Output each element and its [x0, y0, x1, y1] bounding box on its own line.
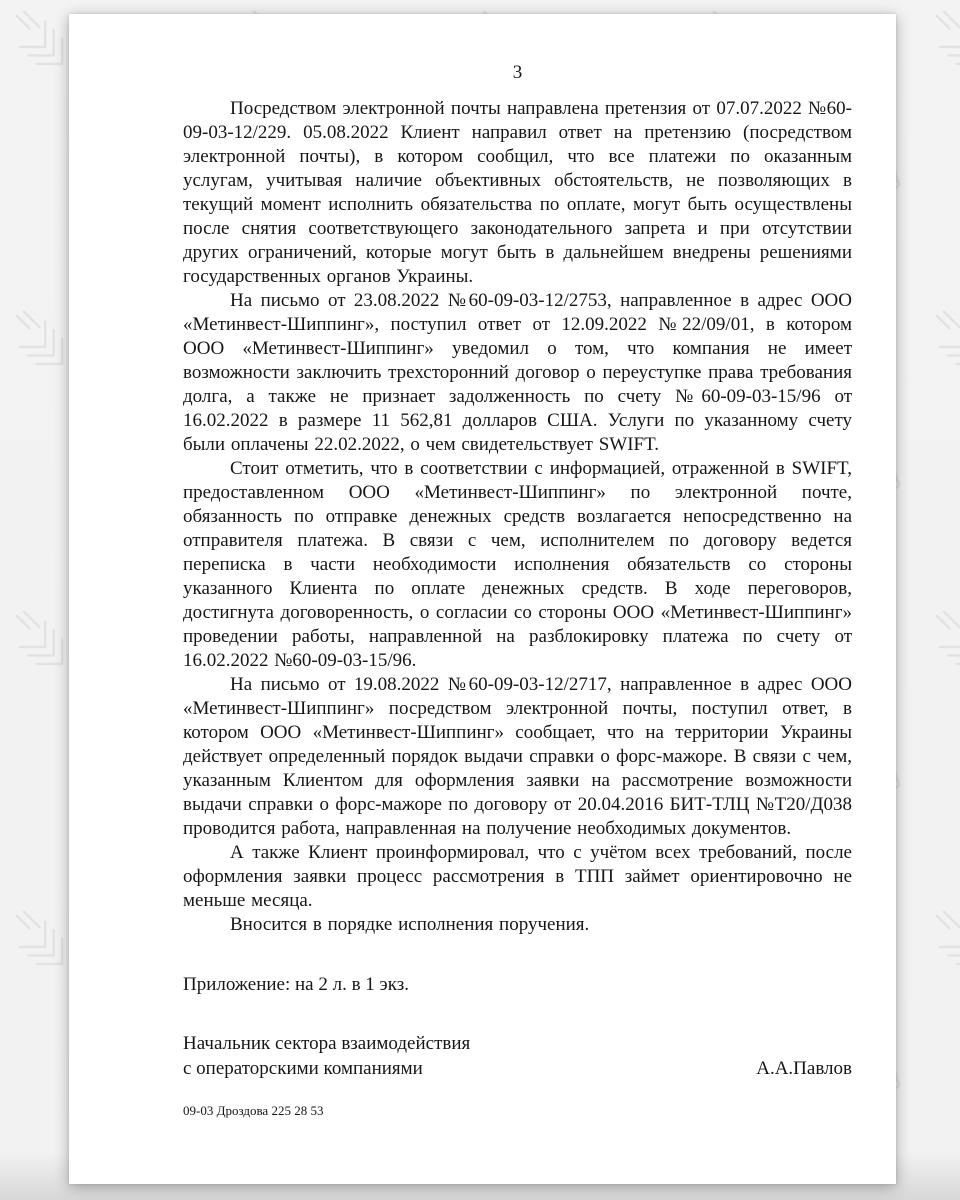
body-paragraph: На письмо от 19.08.2022 №60-09-03-12/2717, направленное в адрес ООО «Метинвест-Шиппинг» посредством электронной почты, поступил ответ, в котором ООО «Метинвест-Шиппинг» сообщает, что на территории Украины действует определенный порядок выдачи справки о форс-мажоре. В связи с чем, указанным Клиентом для оформления заявки на рассмотрение возможности выдачи справки о форс-мажоре по договору от 20.04.2016 БИТ-ТЛЦ №Т20/Д038 проводится работа, направленная на получение необходимых документов. [183, 674, 852, 839]
signer-position-line2: с операторскими компаниями [183, 1058, 423, 1079]
document-page [69, 14, 896, 1184]
signature-block [183, 1031, 852, 1081]
page-number: 3 [512, 62, 523, 83]
signer-name: А.А.Павлов [756, 1058, 852, 1079]
body-paragraph: Стоит отметить, что в соответствии с информацией, отраженной в SWIFT, предоставленном ООО «Метинвест-Шиппинг» по электронной почте, обязанность по отправке денежных средств возлагается непосредственно на отправителя платежа. В связи с чем, исполнителем по договору ведется переписка в части необходимости исполнения обязательств со стороны указанного Клиента по оплате денежных средств. В ходе переговоров, достигнута договоренность, о согласии со стороны ООО «Метинвест-Шиппинг» проведении работы, направленной на разблокировку платежа по счету от 16.02.2022 №60-09-03-15/96. [183, 458, 852, 671]
body-paragraph: Вносится в порядке исполнения поручения. [230, 914, 590, 935]
body-paragraph: На письмо от 23.08.2022 №60-09-03-12/2753, направленное в адрес ООО «Метинвест-Шиппинг», поступил ответ от 12.09.2022 №22/09/01, в котором ООО «Метинвест-Шиппинг» уведомил о том, что компания не имеет возможности заключить трехсторонний договор о переуступке права требования долга, а также не признает задолженность по счету №60-09-03-15/96 от 16.02.2022 в размере 11 562,81 долларов США. Услуги по указанному счету были оплачены 22.02.2022, о чем свидетельствует SWIFT. [183, 290, 852, 455]
signer-position [183, 1031, 470, 1081]
body-paragraph: А также Клиент проинформировал, что с учётом всех требований, после оформления заявки процесс рассмотрения в ТПП займет ориентировочно не меньше месяца. [183, 842, 852, 911]
document-body [183, 97, 852, 937]
body-paragraph: Посредством электронной почты направлена претензия от 07.07.2022 №60-09-03-12/229. 05.08.2022 Клиент направил ответ на претензию (посредством электронной почты), в котором сообщил, что все платежи по оказанным услугам, учитывая наличие объективных обстоятельств, не позволяющих в текущий момент исполнить обязательства по оплате, могут быть осуществлены после снятия соответствующего законодательного запрета и при отсутствии других ограничений, которые могут быть в дальнейшем внедрены решениями государственных органов Украины. [183, 98, 852, 287]
attachment-line: Приложение: на 2 л. в 1 экз. [183, 974, 409, 995]
executor-note: 09-03 Дроздова 225 28 53 [183, 1103, 324, 1118]
signer-position-line1: Начальник сектора взаимодействия [183, 1033, 471, 1054]
